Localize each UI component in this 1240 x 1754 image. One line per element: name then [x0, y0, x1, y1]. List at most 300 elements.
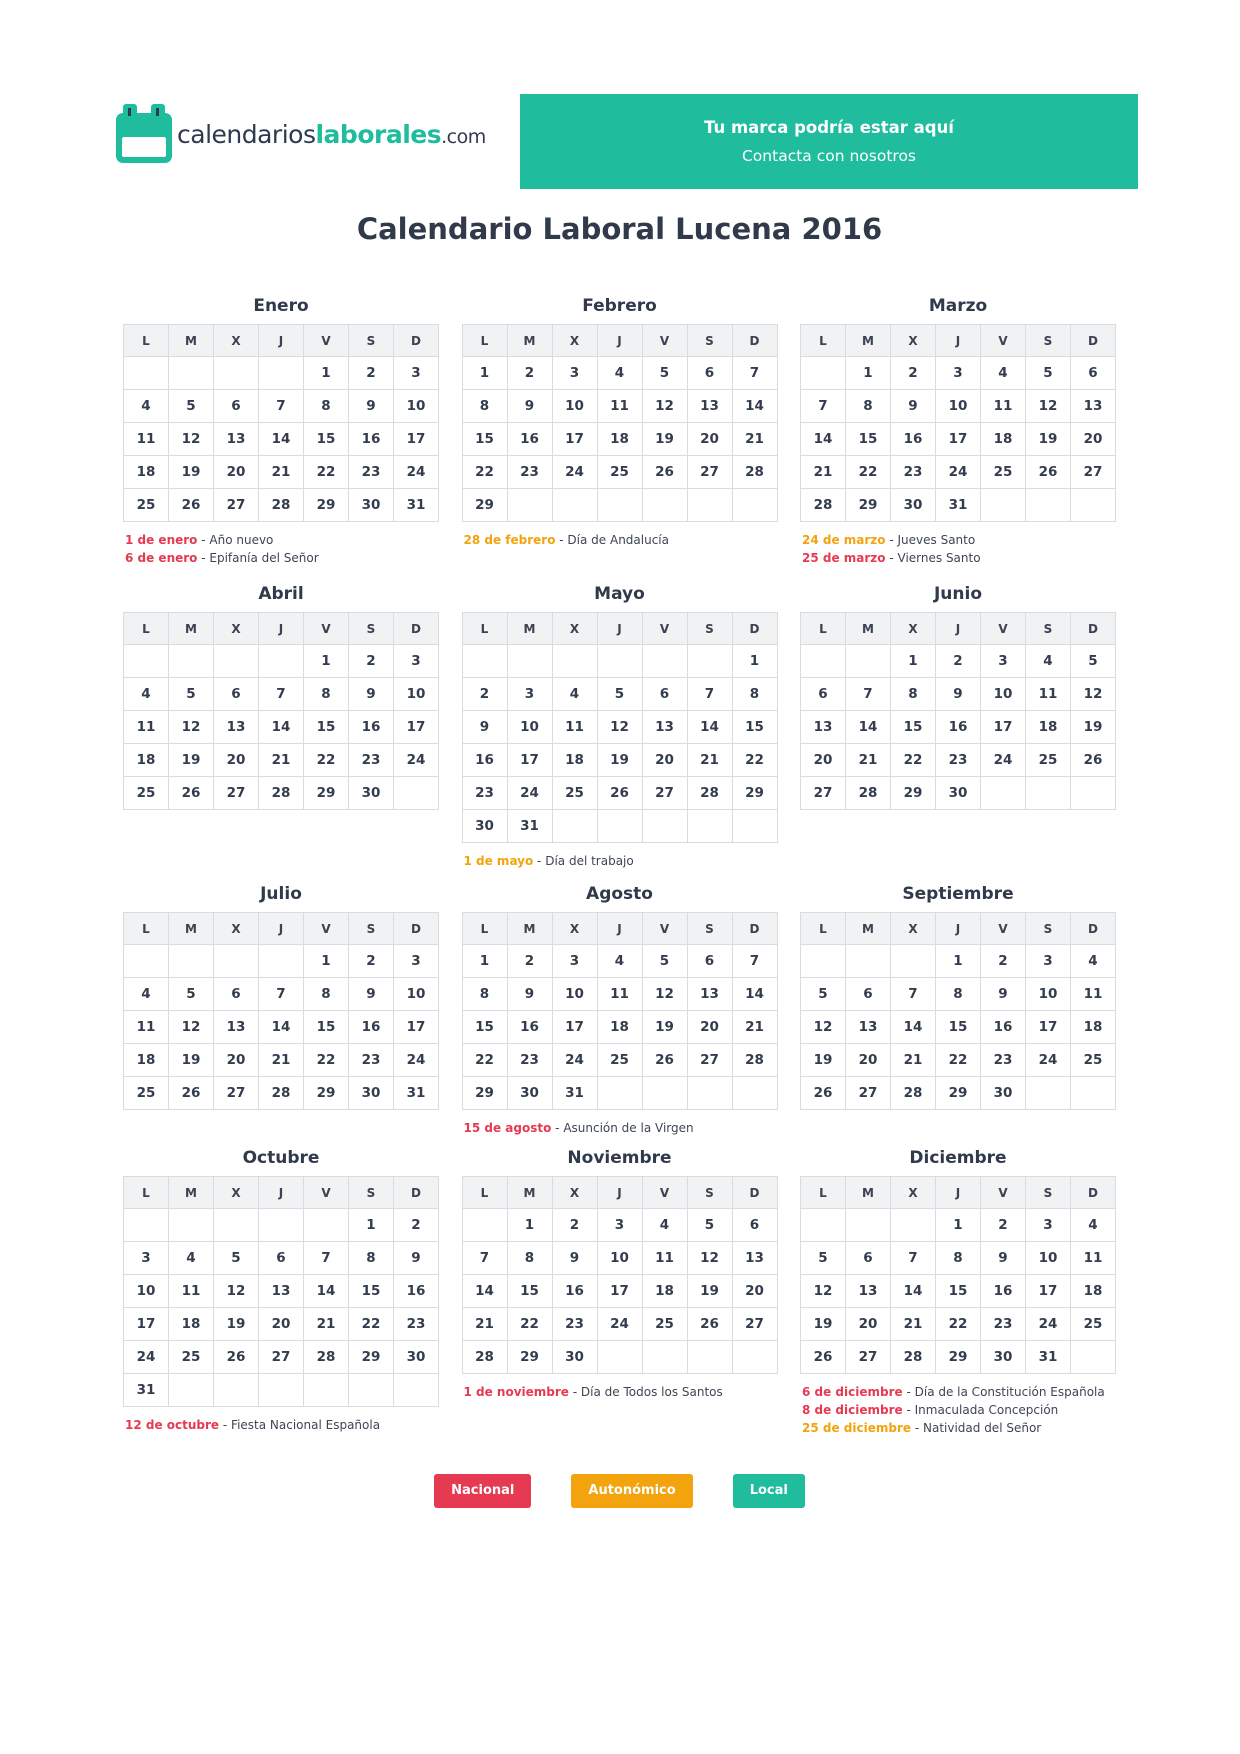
day-header-cell: J: [936, 613, 981, 645]
day-header-cell: J: [259, 1177, 304, 1209]
empty-cell: [981, 777, 1026, 810]
day-cell: 8: [304, 978, 349, 1011]
note-desc: Viernes Santo: [897, 551, 981, 565]
holiday-cell-national: 12: [214, 1275, 259, 1308]
day-cell: 2: [981, 1209, 1026, 1242]
day-header-cell: M: [846, 325, 891, 357]
empty-cell: [846, 945, 891, 978]
day-cell: 25: [597, 1044, 642, 1077]
month-title: Julio: [260, 884, 302, 904]
empty-cell: [732, 489, 777, 522]
day-cell: 29: [462, 489, 507, 522]
day-header-cell: S: [687, 1177, 732, 1209]
day-cell: 10: [936, 390, 981, 423]
empty-cell: [687, 1341, 732, 1374]
day-cell: 18: [597, 423, 642, 456]
day-cell: 28: [259, 489, 304, 522]
day-cell: 30: [981, 1077, 1026, 1110]
month-table: [462, 324, 778, 522]
month-table: [462, 612, 778, 843]
day-header-cell: M: [507, 1177, 552, 1209]
empty-cell: [642, 645, 687, 678]
day-cell: 13: [687, 390, 732, 423]
empty-cell: [552, 645, 597, 678]
day-cell: 2: [349, 357, 394, 390]
day-cell: 19: [214, 1308, 259, 1341]
day-cell: 9: [394, 1242, 439, 1275]
day-header-cell: S: [1026, 613, 1071, 645]
day-cell: 12: [642, 390, 687, 423]
day-cell: 28: [891, 1077, 936, 1110]
day-cell: 19: [1071, 711, 1116, 744]
day-header-cell: J: [259, 325, 304, 357]
empty-cell: [507, 645, 552, 678]
day-header-cell: D: [394, 913, 439, 945]
holiday-cell-regional: 1: [732, 645, 777, 678]
day-cell: 11: [124, 423, 169, 456]
day-cell: 22: [936, 1044, 981, 1077]
day-header-cell: J: [936, 325, 981, 357]
holiday-cell-national: 6: [214, 390, 259, 423]
empty-cell: [687, 645, 732, 678]
day-cell: 17: [552, 1011, 597, 1044]
banner-headline: Tu marca podría estar aquí: [704, 118, 954, 137]
day-cell: 19: [597, 744, 642, 777]
day-cell: 21: [687, 744, 732, 777]
day-cell: 9: [462, 711, 507, 744]
day-cell: 26: [801, 1341, 846, 1374]
note-date: 15 de agosto: [463, 1121, 552, 1135]
empty-cell: [981, 489, 1026, 522]
empty-cell: [642, 1341, 687, 1374]
day-cell: 6: [214, 978, 259, 1011]
day-cell: 1: [462, 357, 507, 390]
day-cell: 31: [552, 1077, 597, 1110]
day-cell: 23: [394, 1308, 439, 1341]
note-desc: Día de Andalucía: [567, 533, 669, 547]
day-cell: 4: [642, 1209, 687, 1242]
day-cell: 11: [124, 1011, 169, 1044]
empty-cell: [124, 357, 169, 390]
note-desc: Día de Todos los Santos: [580, 1385, 723, 1399]
legend-button-local[interactable]: Local: [733, 1474, 805, 1508]
empty-cell: [597, 1341, 642, 1374]
holiday-note: [802, 1419, 1116, 1437]
day-cell: 20: [732, 1275, 777, 1308]
day-cell: 4: [597, 945, 642, 978]
day-cell: 16: [507, 1011, 552, 1044]
month-title: Mayo: [594, 584, 645, 604]
day-cell: 16: [552, 1275, 597, 1308]
month-diciembre: [800, 1148, 1116, 1437]
holiday-note: [802, 549, 1116, 567]
empty-cell: [124, 645, 169, 678]
empty-cell: [597, 810, 642, 843]
day-cell: 14: [732, 390, 777, 423]
day-cell: 2: [507, 945, 552, 978]
day-cell: 21: [891, 1308, 936, 1341]
empty-cell: [597, 645, 642, 678]
day-cell: 10: [394, 978, 439, 1011]
month-table: [800, 324, 1116, 522]
day-cell: 26: [642, 1044, 687, 1077]
day-cell: 12: [1071, 678, 1116, 711]
day-cell: 26: [801, 1077, 846, 1110]
day-cell: 14: [891, 1011, 936, 1044]
holiday-note: [802, 1401, 1116, 1419]
day-cell: 27: [846, 1341, 891, 1374]
note-desc: Natividad del Señor: [922, 1421, 1042, 1435]
month-table: [800, 612, 1116, 810]
day-cell: 15: [732, 711, 777, 744]
month-table: [123, 612, 439, 810]
day-cell: 16: [507, 423, 552, 456]
day-cell: 31: [1026, 1341, 1071, 1374]
day-cell: 21: [259, 456, 304, 489]
day-cell: 13: [846, 1011, 891, 1044]
day-cell: 25: [124, 489, 169, 522]
day-cell: 18: [1071, 1011, 1116, 1044]
day-header-cell: J: [597, 613, 642, 645]
day-cell: 2: [349, 645, 394, 678]
month-title: Junio: [933, 584, 983, 604]
legend-button-autonomico[interactable]: Autonómico: [571, 1474, 692, 1508]
day-cell: 23: [349, 744, 394, 777]
day-header-cell: M: [169, 913, 214, 945]
day-cell: 30: [936, 777, 981, 810]
empty-cell: [169, 945, 214, 978]
day-cell: 9: [891, 390, 936, 423]
day-cell: 10: [1026, 978, 1071, 1011]
day-cell: 17: [394, 711, 439, 744]
day-cell: 25: [642, 1308, 687, 1341]
empty-cell: [214, 945, 259, 978]
month-noviembre: [462, 1148, 778, 1437]
day-cell: 29: [349, 1341, 394, 1374]
day-cell: 14: [801, 423, 846, 456]
empty-cell: [169, 645, 214, 678]
day-header-cell: X: [552, 325, 597, 357]
day-cell: 24: [552, 1044, 597, 1077]
day-cell: 19: [801, 1308, 846, 1341]
day-cell: 3: [597, 1209, 642, 1242]
day-cell: 9: [349, 390, 394, 423]
day-cell: 28: [801, 489, 846, 522]
note-separator: -: [533, 854, 546, 868]
day-cell: 4: [169, 1242, 214, 1275]
day-cell: 15: [936, 1011, 981, 1044]
empty-cell: [462, 1209, 507, 1242]
day-header-cell: M: [507, 613, 552, 645]
day-header-cell: X: [214, 325, 259, 357]
note-date: 8 de diciembre: [802, 1403, 903, 1417]
day-cell: 16: [394, 1275, 439, 1308]
month-notes: [462, 1383, 778, 1401]
day-cell: 31: [394, 1077, 439, 1110]
empty-cell: [642, 1077, 687, 1110]
day-cell: 21: [259, 1044, 304, 1077]
day-header-cell: S: [687, 613, 732, 645]
day-header-cell: J: [597, 913, 642, 945]
day-cell: 21: [846, 744, 891, 777]
day-cell: 17: [597, 1275, 642, 1308]
day-header-cell: S: [349, 613, 394, 645]
day-cell: 13: [801, 711, 846, 744]
day-cell: 4: [981, 357, 1026, 390]
day-cell: 17: [1026, 1011, 1071, 1044]
day-cell: 30: [462, 810, 507, 843]
day-cell: 3: [507, 678, 552, 711]
day-cell: 6: [1071, 357, 1116, 390]
day-cell: 24: [1026, 1308, 1071, 1341]
day-cell: 11: [1071, 978, 1116, 1011]
note-separator: -: [902, 1385, 915, 1399]
day-cell: 18: [1026, 711, 1071, 744]
note-date: 1 de enero: [125, 533, 198, 547]
note-desc: Inmaculada Concepción: [914, 1403, 1059, 1417]
empty-cell: [304, 1374, 349, 1407]
day-cell: 7: [462, 1242, 507, 1275]
day-cell: 13: [214, 711, 259, 744]
empty-cell: [214, 357, 259, 390]
day-cell: 2: [507, 357, 552, 390]
month-septiembre: [800, 884, 1116, 1137]
day-cell: 15: [349, 1275, 394, 1308]
empty-cell: [1026, 489, 1071, 522]
month-table: [123, 1176, 439, 1407]
day-cell: 26: [169, 489, 214, 522]
day-cell: 30: [552, 1341, 597, 1374]
empty-cell: [642, 489, 687, 522]
day-cell: 25: [1026, 744, 1071, 777]
empty-cell: [687, 1077, 732, 1110]
day-cell: 2: [552, 1209, 597, 1242]
day-cell: 16: [936, 711, 981, 744]
holiday-note: [125, 531, 439, 549]
day-cell: 5: [801, 1242, 846, 1275]
empty-cell: [846, 645, 891, 678]
day-cell: 27: [687, 456, 732, 489]
month-notes: [462, 1119, 778, 1137]
empty-cell: [801, 945, 846, 978]
day-cell: 19: [642, 1011, 687, 1044]
page-title: Calendario Laboral Lucena 2016: [356, 212, 883, 246]
day-cell: 1: [891, 645, 936, 678]
month-agosto: [462, 884, 778, 1137]
note-date: 24 de marzo: [802, 533, 886, 547]
day-cell: 27: [801, 777, 846, 810]
day-cell: 23: [936, 744, 981, 777]
day-cell: 26: [214, 1341, 259, 1374]
day-cell: 19: [642, 423, 687, 456]
note-date: 6 de diciembre: [802, 1385, 903, 1399]
day-cell: 22: [462, 1044, 507, 1077]
day-cell: 27: [214, 777, 259, 810]
day-cell: 12: [801, 1011, 846, 1044]
day-cell: 9: [349, 978, 394, 1011]
day-header-cell: M: [846, 913, 891, 945]
day-header-cell: D: [1071, 613, 1116, 645]
day-cell: 28: [732, 1044, 777, 1077]
day-cell: 16: [462, 744, 507, 777]
day-cell: 16: [891, 423, 936, 456]
day-header-cell: M: [846, 613, 891, 645]
day-header-cell: D: [1071, 325, 1116, 357]
day-header-cell: L: [124, 325, 169, 357]
day-cell: 20: [214, 456, 259, 489]
day-cell: 16: [981, 1275, 1026, 1308]
day-cell: 8: [462, 390, 507, 423]
day-cell: 28: [891, 1341, 936, 1374]
day-cell: 20: [687, 423, 732, 456]
day-cell: 5: [801, 978, 846, 1011]
day-cell: 26: [1071, 744, 1116, 777]
day-cell: 9: [936, 678, 981, 711]
day-cell: 1: [936, 945, 981, 978]
day-cell: 6: [732, 1209, 777, 1242]
holiday-cell-regional: 25: [1071, 1308, 1116, 1341]
day-cell: 18: [169, 1308, 214, 1341]
day-cell: 10: [552, 978, 597, 1011]
day-cell: 3: [981, 645, 1026, 678]
day-cell: 20: [259, 1308, 304, 1341]
day-cell: 26: [597, 777, 642, 810]
day-cell: 29: [304, 777, 349, 810]
day-cell: 29: [936, 1077, 981, 1110]
day-cell: 26: [687, 1308, 732, 1341]
day-cell: 18: [981, 423, 1026, 456]
day-cell: 10: [507, 711, 552, 744]
day-cell: 30: [394, 1341, 439, 1374]
month-table: [462, 912, 778, 1110]
day-cell: 5: [1071, 645, 1116, 678]
day-cell: 5: [642, 357, 687, 390]
note-separator: -: [885, 533, 898, 547]
day-cell: 21: [304, 1308, 349, 1341]
day-cell: 8: [304, 678, 349, 711]
day-cell: 6: [687, 945, 732, 978]
day-cell: 22: [304, 456, 349, 489]
month-junio: [800, 584, 1116, 870]
empty-cell: [394, 1374, 439, 1407]
day-cell: 27: [732, 1308, 777, 1341]
day-cell: 4: [1026, 645, 1071, 678]
day-cell: 28: [304, 1341, 349, 1374]
day-cell: 7: [846, 678, 891, 711]
day-cell: 19: [169, 1044, 214, 1077]
day-cell: 7: [259, 390, 304, 423]
day-cell: 18: [552, 744, 597, 777]
day-cell: 29: [936, 1341, 981, 1374]
day-cell: 7: [801, 390, 846, 423]
day-header-cell: S: [349, 325, 394, 357]
day-cell: 15: [846, 423, 891, 456]
empty-cell: [169, 1374, 214, 1407]
day-cell: 27: [214, 489, 259, 522]
day-cell: 19: [801, 1044, 846, 1077]
day-cell: 24: [124, 1341, 169, 1374]
day-cell: 22: [507, 1308, 552, 1341]
banner-contact-link[interactable]: Contacta con nosotros: [741, 147, 917, 165]
day-cell: 14: [304, 1275, 349, 1308]
day-cell: 27: [687, 1044, 732, 1077]
month-julio: [123, 884, 439, 1137]
month-title: Enero: [253, 296, 309, 316]
day-cell: 23: [981, 1044, 1026, 1077]
day-header-cell: S: [1026, 1177, 1071, 1209]
day-cell: 14: [687, 711, 732, 744]
day-header-cell: V: [981, 613, 1026, 645]
day-cell: 17: [1026, 1275, 1071, 1308]
note-separator: -: [197, 533, 210, 547]
day-cell: 29: [304, 489, 349, 522]
day-cell: 2: [462, 678, 507, 711]
day-header-cell: L: [801, 613, 846, 645]
day-cell: 3: [394, 357, 439, 390]
holiday-cell-national: 15: [462, 1011, 507, 1044]
day-cell: 29: [732, 777, 777, 810]
day-cell: 17: [507, 744, 552, 777]
holiday-cell-regional: 28: [732, 456, 777, 489]
legend-button-nacional[interactable]: Nacional: [434, 1474, 531, 1508]
day-header-cell: S: [349, 913, 394, 945]
day-cell: 20: [642, 744, 687, 777]
day-cell: 3: [1026, 945, 1071, 978]
day-cell: 3: [1026, 1209, 1071, 1242]
day-cell: 28: [259, 1077, 304, 1110]
note-desc: Día del trabajo: [545, 854, 634, 868]
note-desc: Año nuevo: [209, 533, 274, 547]
day-cell: 3: [394, 645, 439, 678]
day-cell: 3: [552, 945, 597, 978]
day-header-cell: V: [304, 1177, 349, 1209]
day-cell: 17: [552, 423, 597, 456]
calendar-row-3: [123, 884, 1116, 1137]
day-header-cell: M: [169, 325, 214, 357]
day-cell: 6: [687, 357, 732, 390]
day-cell: 24: [394, 456, 439, 489]
day-cell: 27: [846, 1077, 891, 1110]
empty-cell: [597, 489, 642, 522]
day-header-cell: M: [169, 1177, 214, 1209]
day-cell: 9: [507, 978, 552, 1011]
day-cell: 20: [801, 744, 846, 777]
day-cell: 11: [1026, 678, 1071, 711]
day-cell: 12: [1026, 390, 1071, 423]
day-cell: 31: [507, 810, 552, 843]
month-octubre: [123, 1148, 439, 1437]
empty-cell: [259, 1374, 304, 1407]
day-cell: 13: [642, 711, 687, 744]
day-header-cell: J: [936, 913, 981, 945]
day-cell: 15: [936, 1275, 981, 1308]
day-cell: 18: [124, 1044, 169, 1077]
empty-cell: [1071, 1077, 1116, 1110]
empty-cell: [259, 945, 304, 978]
day-cell: 18: [642, 1275, 687, 1308]
day-header-cell: X: [891, 325, 936, 357]
holiday-note: [125, 549, 439, 567]
day-cell: 27: [214, 1077, 259, 1110]
month-title: Febrero: [582, 296, 657, 316]
day-cell: 11: [169, 1275, 214, 1308]
day-header-cell: L: [462, 613, 507, 645]
day-cell: 20: [214, 744, 259, 777]
note-date: 25 de marzo: [802, 551, 886, 565]
day-cell: 23: [552, 1308, 597, 1341]
month-notes: [462, 531, 778, 549]
day-cell: 13: [732, 1242, 777, 1275]
